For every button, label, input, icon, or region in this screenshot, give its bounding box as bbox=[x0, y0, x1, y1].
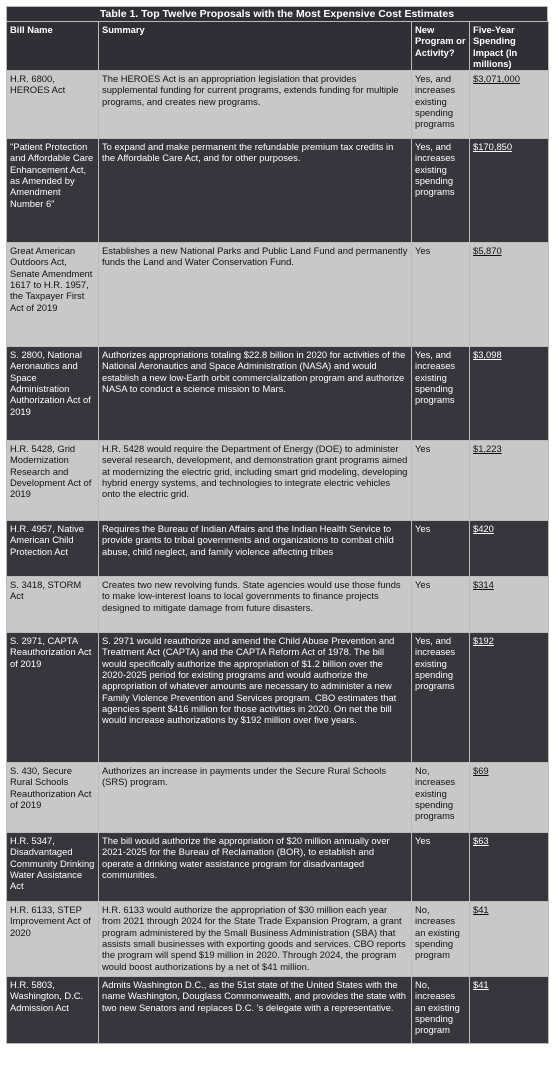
table-row bbox=[7, 577, 549, 633]
header-row bbox=[7, 22, 549, 71]
new-program-cell: No, increases existing spending programs bbox=[412, 763, 470, 833]
impact-link[interactable]: $3,098 bbox=[473, 349, 502, 361]
bill-name-cell: H.R. 6800, HEROES Act bbox=[7, 71, 99, 139]
impact-link[interactable]: $170,850 bbox=[473, 141, 513, 153]
header-new-program: New Program or Activity? bbox=[412, 22, 470, 71]
bill-name-cell: H.R. 5803, Washington, D.C. Admission Act bbox=[7, 977, 99, 1044]
table-row bbox=[7, 347, 549, 441]
table-row bbox=[7, 243, 549, 347]
impact-cell bbox=[470, 71, 549, 139]
cost-estimates-table-container bbox=[6, 6, 548, 1044]
new-program-cell: Yes bbox=[412, 833, 470, 902]
new-program-cell: Yes, and increases existing spending programs bbox=[412, 139, 470, 243]
impact-link[interactable]: $3,071,000 bbox=[473, 73, 520, 85]
new-program-cell: Yes bbox=[412, 441, 470, 521]
impact-cell bbox=[470, 139, 549, 243]
summary-cell: Requires the Bureau of Indian Affairs and the Indian Health Service to provide grants to tribal governments and organizations to combat child abuse, child neglect, and family violence affecting tribes bbox=[99, 521, 412, 577]
table-row bbox=[7, 139, 549, 243]
bill-name-cell: H.R. 4957, Native American Child Protection Act bbox=[7, 521, 99, 577]
impact-cell bbox=[470, 347, 549, 441]
impact-cell bbox=[470, 902, 549, 977]
table-row bbox=[7, 833, 549, 902]
table-row bbox=[7, 633, 549, 763]
table-row bbox=[7, 977, 549, 1044]
summary-cell: Admits Washington D.C., as the 51st state of the United States with the name Washington, Douglass Commonwealth, and provides the state with two new Senators and replaces D.C. 's delegate with a representative. bbox=[99, 977, 412, 1044]
bill-name-cell: "Patient Protection and Affordable Care Enhancement Act, as Amended by Amendment Number 6" bbox=[7, 139, 99, 243]
bill-name-cell: H.R. 6133, STEP Improvement Act of 2020 bbox=[7, 902, 99, 977]
impact-cell bbox=[470, 577, 549, 633]
summary-cell: Creates two new revolving funds. State agencies would use those funds to make low-interest loans to local governments to finance projects designed to mitigate damage from future disasters. bbox=[99, 577, 412, 633]
impact-link[interactable]: $41 bbox=[473, 979, 489, 991]
header-summary: Summary bbox=[99, 22, 412, 71]
new-program-cell: Yes, and increases existing spending programs bbox=[412, 633, 470, 763]
summary-cell: H.R. 5428 would require the Department of Energy (DOE) to administer several research, development, and demonstration grant programs aimed at modernizing the electric grid, including smart grid modeling, developing hybrid energy systems, and technologies to integrate electric vehicles onto the electric grid. bbox=[99, 441, 412, 521]
table-row bbox=[7, 902, 549, 977]
bill-name-cell: H.R. 5428, Grid Modernization Research and Development Act of 2019 bbox=[7, 441, 99, 521]
impact-link[interactable]: $63 bbox=[473, 835, 489, 847]
summary-cell: Authorizes an increase in payments under the Secure Rural Schools (SRS) program. bbox=[99, 763, 412, 833]
summary-cell: Establishes a new National Parks and Public Land Fund and permanently funds the Land and Water Conservation Fund. bbox=[99, 243, 412, 347]
impact-link[interactable]: $5,870 bbox=[473, 245, 502, 257]
impact-link[interactable]: $1,223 bbox=[473, 443, 502, 455]
impact-link[interactable]: $192 bbox=[473, 635, 494, 647]
new-program-cell: No, increases an existing spending program bbox=[412, 977, 470, 1044]
bill-name-cell: Great American Outdoors Act, Senate Amendment 1617 to H.R. 1957, the Taxpayer First Act of 2019 bbox=[7, 243, 99, 347]
new-program-cell: Yes, and increases existing spending programs bbox=[412, 347, 470, 441]
table-row bbox=[7, 441, 549, 521]
new-program-cell: Yes bbox=[412, 243, 470, 347]
summary-cell: H.R. 6133 would authorize the appropriation of $30 million each year from 2021 through 2024 for the State Trade Expansion Program, a grant program administered by the Small Business Administration (SBA) that assists small businesses with exporting goods and services. CBO reports the program will spend $19 million in 2020. Through 2024, the program would boost authorizations by a net of $41 million. bbox=[99, 902, 412, 977]
new-program-cell: No, increases an existing spending program bbox=[412, 902, 470, 977]
impact-cell bbox=[470, 243, 549, 347]
table-row bbox=[7, 521, 549, 577]
bill-name-cell: S. 3418, STORM Act bbox=[7, 577, 99, 633]
impact-cell bbox=[470, 977, 549, 1044]
impact-cell bbox=[470, 521, 549, 577]
impact-cell bbox=[470, 833, 549, 902]
new-program-cell: Yes bbox=[412, 521, 470, 577]
summary-cell: Authorizes appropriations totaling $22.8 billion in 2020 for activities of the National Aeronautics and Space Administration (NASA) and would establish a new low-Earth orbit commercialization program and authorize NASA to conduct a science mission to Mars. bbox=[99, 347, 412, 441]
table-row bbox=[7, 763, 549, 833]
bill-name-cell: H.R. 5347, Disadvantaged Community Drinking Water Assistance Act bbox=[7, 833, 99, 902]
cost-estimates-table bbox=[6, 21, 549, 1044]
impact-cell bbox=[470, 763, 549, 833]
impact-link[interactable]: $420 bbox=[473, 523, 494, 535]
impact-link[interactable]: $314 bbox=[473, 579, 494, 591]
impact-link[interactable]: $41 bbox=[473, 904, 489, 916]
bill-name-cell: S. 2800, National Aeronautics and Space Administration Authorization Act of 2019 bbox=[7, 347, 99, 441]
summary-cell: To expand and make permanent the refundable premium tax credits in the Affordable Care Act, and for other purposes. bbox=[99, 139, 412, 243]
new-program-cell: Yes, and increases existing spending programs bbox=[412, 71, 470, 139]
table-caption: Table 1. Top Twelve Proposals with the Most Expensive Cost Estimates bbox=[6, 6, 548, 21]
impact-cell bbox=[470, 441, 549, 521]
bill-name-cell: S. 2971, CAPTA Reauthorization Act of 2019 bbox=[7, 633, 99, 763]
summary-cell: S. 2971 would reauthorize and amend the Child Abuse Prevention and Treatment Act (CAPTA) and the CAPTA Reform Act of 1978. The bill would specifically authorize the appropriation of $1.2 billion over the 2020-2025 period for existing programs and would authorize the appropriation of whatever amounts are necessary to administer a new Family Violence Prevention and Services program. CBO estimates that agencies spent $416 million for those activities in 2020. On net the bill would increase authorizations by $192 million over five years. bbox=[99, 633, 412, 763]
impact-cell bbox=[470, 633, 549, 763]
header-bill-name: Bill Name bbox=[7, 22, 99, 71]
header-spending-impact: Five-Year Spending Impact (In millions) bbox=[470, 22, 549, 71]
summary-cell: The HEROES Act is an appropriation legislation that provides supplemental funding for current programs, extends funding for multiple programs, and creates new programs. bbox=[99, 71, 412, 139]
impact-link[interactable]: $69 bbox=[473, 765, 489, 777]
bill-name-cell: S. 430, Secure Rural Schools Reauthorization Act of 2019 bbox=[7, 763, 99, 833]
table-row bbox=[7, 71, 549, 139]
new-program-cell: Yes bbox=[412, 577, 470, 633]
summary-cell: The bill would authorize the appropriation of $20 million annually over 2021-2025 for the Bureau of Reclamation (BOR), to establish and operate a drinking water assistance program for disadvantaged communities. bbox=[99, 833, 412, 902]
